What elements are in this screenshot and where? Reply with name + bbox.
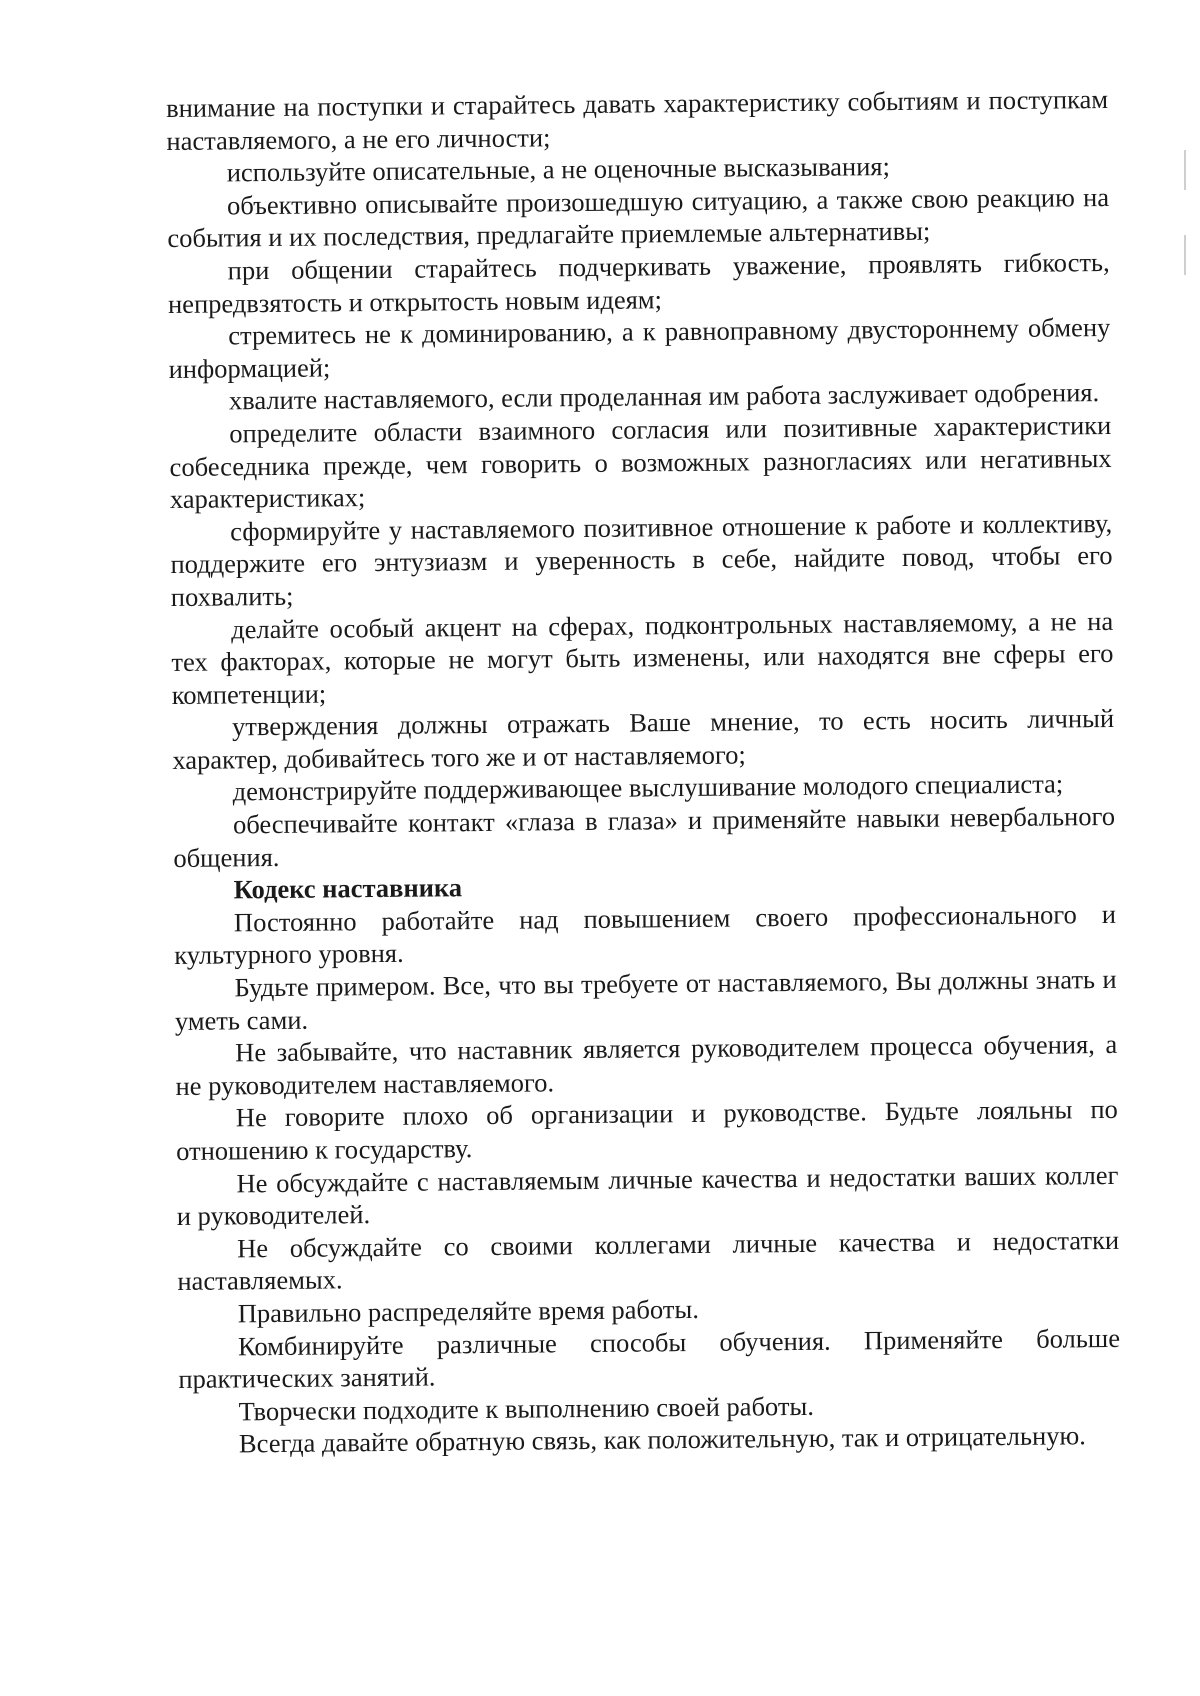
code-item: Всегда давайте обратную связь, как положительную, так и отрицательную. — [238, 1420, 1086, 1459]
paragraph: объективно описывайте произошедшую ситуацию, а также свою реакцию на события и их последствия, предлагайте приемлемые альтернативы; — [167, 181, 1110, 254]
paragraph: определите области взаимного согласия или позитивные характеристики собеседника прежде, чем говорить о возможных разногласиях или негативных характеристиках; — [169, 409, 1112, 515]
paragraph: утверждения должны отражать Ваше мнение, то есть носить личный характер, добивайтесь того же и от наставляемого; — [172, 703, 1115, 775]
code-item: Не обсуждайте со своими коллегами личные качества и недостатки наставляемых. — [177, 1224, 1120, 1297]
paragraph: сформируйте у наставляемого позитивное отношение к работе и коллективу, поддержите его энтузиазм и уверенность в себе, найдите повод, чтобы его похвалить; — [170, 507, 1113, 612]
paragraph: внимание на поступки и старайтесь давать характеристику событиям и поступкам наставляемого, а не его личности; — [166, 83, 1109, 156]
code-item: Правильно распределяйте время работы. — [237, 1293, 700, 1329]
code-item: Комбинируйте различные способы обучения. Применяйте больше практических занятий. — [178, 1322, 1121, 1395]
scan-edge-mark — [1184, 235, 1186, 275]
code-item: Постоянно работайте над повышением своего профессионального и культурного уровня. — [174, 898, 1117, 971]
section-heading: Кодекс наставника — [233, 872, 463, 905]
paragraph: используйте описательные, а не оценочные высказывания; — [226, 151, 890, 188]
paragraph: при общении старайтесь подчеркивать уважение, проявлять гибкость, непредвзятость и открытость новым идеям; — [167, 246, 1110, 319]
paragraph: делайте особый акцент на сферах, подконтрольных наставляемому, а не на тех факторах, которые не могут быть изменены, или находятся вне сферы его компетенции; — [171, 605, 1114, 710]
paragraph: стремитесь не к доминированию, а к равноправному двустороннему обмену информацией; — [168, 312, 1111, 384]
document-body — [166, 83, 1121, 1461]
scan-edge-mark — [1184, 150, 1186, 190]
code-item: Не забывайте, что наставник является руководителем процесса обучения, а не руководителем наставляемого. — [175, 1029, 1118, 1101]
paragraph: обеспечивайте контакт «глаза в глаза» и применяйте навыки невербального общения. — [173, 800, 1116, 873]
code-item: Не говорите плохо об организации и руководстве. Будьте лояльны по отношению к государству. — [176, 1094, 1118, 1166]
code-item: Творчески подходите к выполнению своей работы. — [238, 1390, 815, 1427]
paragraph: хвалите наставляемого, если проделанная им работа заслуживает одобрения. — [228, 377, 1100, 416]
code-item: Будьте примером. Все, что вы требуете от наставляемого, Вы должны знать и уметь сами. — [174, 963, 1117, 1036]
paragraph: демонстрируйте поддерживающее выслушивание молодого специалиста; — [232, 768, 1064, 807]
code-item: Не обсуждайте с наставляемым личные качества и недостатки ваших коллег и руководителей. — [176, 1159, 1119, 1232]
